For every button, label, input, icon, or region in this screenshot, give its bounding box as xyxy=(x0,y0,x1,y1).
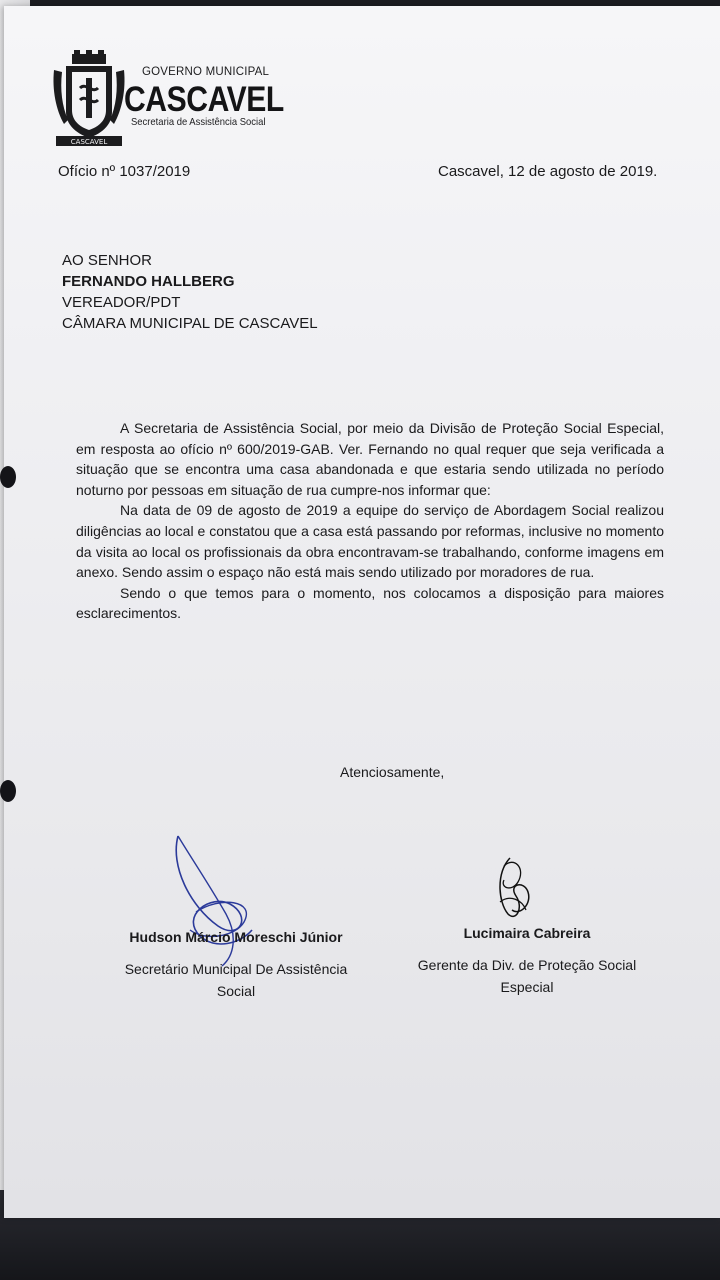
place-date: Cascavel, 12 de agosto de 2019. xyxy=(438,163,658,180)
signatory-name: Lucimaira Cabreira xyxy=(463,925,591,941)
recipient-role: VEREADOR/PDT xyxy=(62,294,181,311)
signature-block-manager xyxy=(396,922,658,998)
signatory-title: Secretário Municipal De Assistência xyxy=(124,961,348,977)
signatory-name: Hudson Márcio Moreschi Júnior xyxy=(129,929,343,945)
recipient-salutation: AO SENHOR xyxy=(62,252,153,269)
signatory-title: Especial xyxy=(500,979,554,995)
letterhead-subtitle: Secretaria de Assistência Social xyxy=(131,116,266,128)
signature-scribble-right xyxy=(490,852,536,922)
signatory-title: Gerente da Div. de Proteção Social xyxy=(417,957,637,973)
letterhead-small-title: GOVERNO MUNICIPAL xyxy=(142,66,270,78)
body-paragraph: A Secretaria de Assistência Social, por meio da Divisão de Proteção Social Especial, em resposta ao ofício nº 600/2019-GAB. Ver. Fernando no qual requer que seja verificada a situação que se encontra uma casa abandonada e que estaria sendo utilizada no período noturno por pessoas em situação de rua cumpre-nos informar que: xyxy=(76,420,664,498)
office-number: Ofício nº 1037/2019 xyxy=(58,163,191,180)
recipient-name: FERNANDO HALLBERG xyxy=(62,273,235,290)
crest-banner-text: CASCAVEL xyxy=(70,138,108,146)
recipient-institution: CÂMARA MUNICIPAL DE CASCAVEL xyxy=(62,315,318,332)
signature-block-secretary xyxy=(96,926,376,1002)
closing: Atenciosamente, xyxy=(340,764,445,780)
city-crest-icon xyxy=(52,50,126,150)
body-paragraph: Na data de 09 de agosto de 2019 a equipe do serviço de Abordagem Social realizou diligências ao local e constatou que a casa está passando por reformas, inclusive no momento da visita ao local os profissionais da obra encontravam-se trabalhando, conforme imagens em anexo. Sendo assim o espaço não está mais sendo utilizado por moradores de rua. xyxy=(76,502,664,581)
letter-body xyxy=(76,418,664,624)
signatory-title: Social xyxy=(216,983,256,999)
binder-hole xyxy=(0,466,16,488)
body-paragraph: Sendo o que temos para o momento, nos colocamos a disposição para maiores esclarecimentos. xyxy=(76,584,664,622)
letterhead-city-name: CASCAVEL xyxy=(124,80,284,119)
letterhead-logo xyxy=(52,50,282,150)
binder-hole xyxy=(0,780,16,802)
